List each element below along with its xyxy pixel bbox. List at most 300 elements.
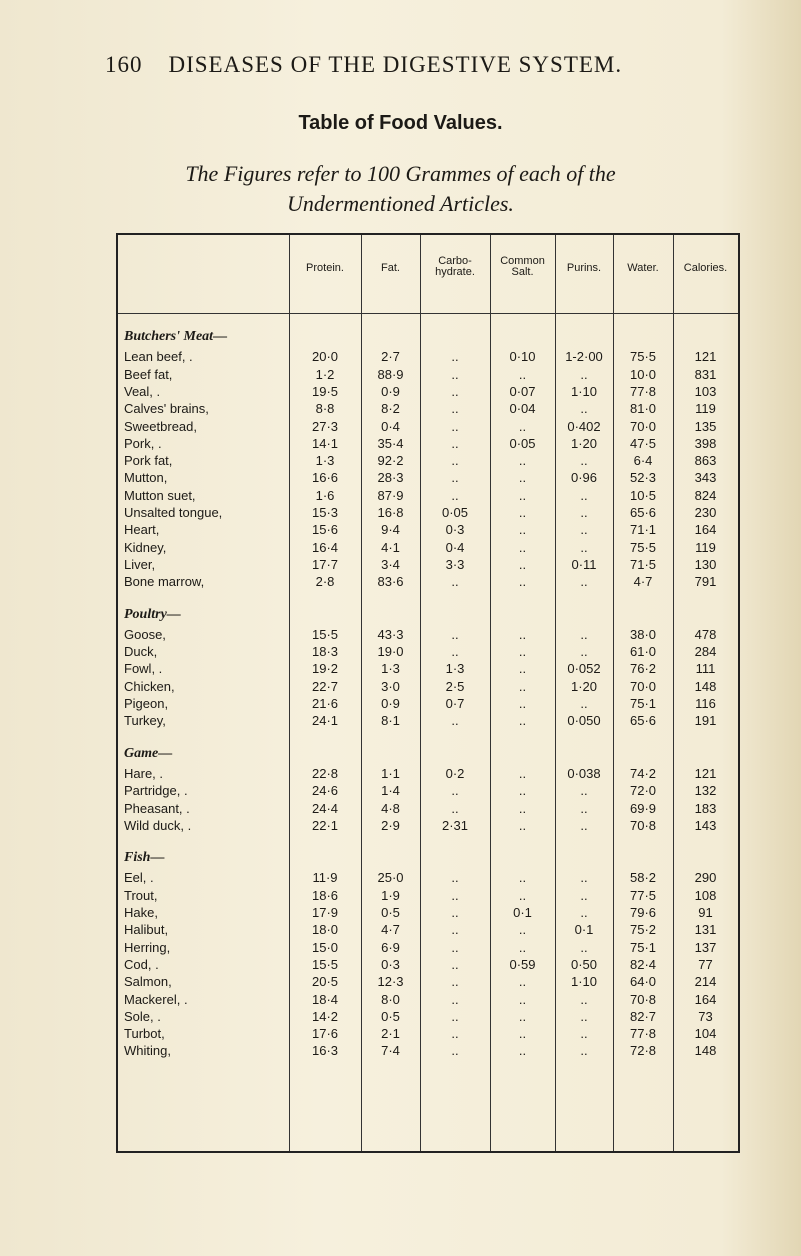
- value-cell: 15·0: [311, 939, 339, 955]
- food-name: Hare, .: [124, 765, 164, 781]
- table-row: [118, 400, 738, 417]
- value-cell: ..: [518, 487, 527, 503]
- food-name: Veal, .: [124, 383, 161, 399]
- food-name: Chicken,: [124, 678, 175, 694]
- value-cell: 2·5: [445, 678, 465, 694]
- value-cell: 35·4: [377, 435, 404, 451]
- value-cell: 87·9: [377, 487, 404, 503]
- value-cell: 18·0: [311, 922, 339, 938]
- value-cell: 79·6: [629, 905, 657, 920]
- value-cell: 831: [694, 366, 717, 382]
- table-row: [118, 626, 738, 643]
- section-label: Butchers' Meat—: [124, 329, 228, 344]
- value-cell: ..: [580, 644, 588, 660]
- column-header-line: Common: [500, 255, 545, 267]
- value-cell: 24·1: [311, 713, 339, 729]
- value-cell: ..: [451, 470, 459, 486]
- value-cell: 70·8: [629, 991, 657, 1007]
- value-cell: 24·4: [311, 800, 339, 816]
- value-cell: 10·0: [629, 366, 657, 382]
- food-name: Pork fat,: [124, 453, 173, 469]
- value-cell: 2·31: [441, 817, 469, 833]
- value-cell: 47·5: [629, 435, 657, 451]
- value-cell: 143: [694, 817, 717, 833]
- table-row: [118, 383, 738, 400]
- value-cell: 77·8: [629, 383, 657, 399]
- value-cell: 1·6: [315, 487, 335, 503]
- value-cell: 4·7: [381, 922, 400, 938]
- food-name: Partridge, .: [124, 783, 188, 799]
- value-cell: ..: [580, 505, 588, 520]
- value-cell: 92·2: [377, 453, 404, 469]
- value-cell: 16·8: [377, 505, 404, 520]
- value-cell: 82·7: [629, 1008, 657, 1024]
- value-cell: 0·9: [381, 696, 400, 711]
- food-name: Salmon,: [124, 974, 172, 990]
- table-title: Table of Food Values.: [298, 112, 503, 134]
- food-name: Halibut,: [124, 922, 169, 938]
- food-name: Pork, .: [124, 435, 162, 451]
- value-cell: ..: [580, 939, 588, 955]
- value-cell: 69·9: [629, 800, 657, 816]
- value-cell: ..: [580, 366, 588, 382]
- value-cell: ..: [451, 349, 459, 365]
- table-row: [118, 973, 738, 990]
- value-cell: ..: [580, 574, 588, 590]
- table-row: [118, 800, 738, 817]
- subtitle-line-1: The Figures refer to 100 Grammes of each of the: [185, 161, 616, 186]
- value-cell: ..: [451, 453, 459, 469]
- header-rule: [118, 313, 738, 314]
- value-cell: ..: [518, 556, 527, 572]
- value-cell: ..: [580, 870, 588, 886]
- value-cell: ..: [518, 870, 527, 886]
- value-cell: ..: [451, 713, 459, 729]
- value-cell: ..: [451, 991, 459, 1007]
- value-cell: 77: [698, 956, 713, 972]
- value-cell: 2·9: [381, 817, 400, 833]
- value-cell: 58·2: [629, 870, 657, 886]
- value-cell: 18·4: [311, 991, 339, 1007]
- value-cell: ..: [580, 1008, 588, 1024]
- value-cell: 8·1: [381, 713, 400, 729]
- value-cell: 4·7: [633, 574, 653, 590]
- food-name: Kidney,: [124, 539, 167, 555]
- food-name: Hake,: [124, 905, 158, 920]
- value-cell: 1·3: [445, 661, 465, 677]
- value-cell: 398: [694, 435, 717, 451]
- value-cell: 15·6: [311, 522, 339, 538]
- value-cell: 104: [694, 1026, 717, 1042]
- value-cell: 65·6: [629, 713, 657, 729]
- table-row: [118, 487, 738, 504]
- value-cell: 3·0: [381, 678, 400, 694]
- value-cell: 72·8: [629, 1043, 657, 1059]
- value-cell: ..: [518, 539, 527, 555]
- value-cell: ..: [451, 870, 459, 886]
- table-row: [118, 1008, 738, 1025]
- value-cell: 1·1: [381, 765, 400, 781]
- table-row: [118, 504, 738, 521]
- column-header-line: hydrate.: [435, 266, 475, 278]
- value-cell: 0·10: [509, 349, 536, 365]
- value-cell: 0·05: [441, 505, 469, 520]
- value-cell: 0·1: [574, 922, 594, 938]
- value-cell: ..: [518, 626, 527, 642]
- column-header: [361, 263, 420, 274]
- value-cell: 64·0: [629, 974, 657, 990]
- value-cell: ..: [518, 800, 527, 816]
- value-cell: ..: [518, 470, 527, 486]
- table-row: [118, 556, 738, 573]
- table-row: [118, 469, 738, 486]
- value-cell: 27·3: [311, 418, 339, 434]
- value-cell: 1·10: [570, 383, 598, 399]
- value-cell: ..: [451, 956, 459, 972]
- value-cell: 0·59: [509, 956, 536, 972]
- value-cell: 3·3: [445, 556, 465, 572]
- value-cell: 1·10: [570, 974, 598, 990]
- value-cell: ..: [518, 1026, 527, 1042]
- value-cell: ..: [580, 453, 588, 469]
- value-cell: 72·0: [629, 783, 657, 799]
- value-cell: 18·6: [311, 887, 339, 903]
- food-name: Beef fat,: [124, 366, 173, 382]
- value-cell: 824: [694, 487, 717, 503]
- value-cell: 28·3: [377, 470, 404, 486]
- value-cell: 131: [694, 922, 717, 938]
- value-cell: 3·4: [381, 556, 400, 572]
- value-cell: 21·6: [311, 696, 339, 711]
- value-cell: 148: [694, 1043, 717, 1059]
- value-cell: 1·3: [381, 661, 400, 677]
- value-cell: 18·3: [311, 644, 339, 660]
- value-cell: 14·2: [311, 1008, 339, 1024]
- running-header: [105, 52, 705, 78]
- value-cell: 15·5: [311, 956, 339, 972]
- value-cell: 17·7: [311, 556, 339, 572]
- value-cell: 478: [694, 626, 717, 642]
- value-cell: 2·1: [381, 1026, 400, 1042]
- value-cell: 791: [694, 574, 717, 590]
- value-cell: ..: [451, 922, 459, 938]
- value-cell: ..: [518, 713, 527, 729]
- value-cell: 191: [694, 713, 717, 729]
- value-cell: 22·7: [311, 678, 339, 694]
- value-cell: 11·9: [312, 870, 338, 886]
- food-name: Mackerel, .: [124, 991, 188, 1007]
- value-cell: 8·0: [381, 991, 400, 1007]
- value-cell: 0·9: [381, 383, 400, 399]
- value-cell: 71·5: [629, 556, 657, 572]
- column-header: [289, 263, 361, 274]
- value-cell: 19·5: [311, 383, 339, 399]
- value-cell: 1-2·00: [565, 349, 603, 365]
- value-cell: ..: [518, 991, 527, 1007]
- column-header-line: Water.: [627, 262, 659, 274]
- value-cell: 214: [694, 974, 717, 990]
- food-name: Mutton,: [124, 470, 168, 486]
- value-cell: 0·038: [567, 765, 601, 781]
- value-cell: 25·0: [377, 870, 404, 886]
- value-cell: 71·1: [629, 522, 657, 538]
- value-cell: 135: [694, 418, 717, 434]
- value-cell: ..: [451, 974, 459, 990]
- value-cell: ..: [518, 696, 527, 711]
- value-cell: 0·96: [570, 470, 598, 486]
- value-cell: 22·8: [311, 765, 339, 781]
- value-cell: 121: [694, 765, 717, 781]
- value-cell: 17·6: [311, 1026, 339, 1042]
- value-cell: 75·1: [629, 696, 657, 711]
- table-row: [118, 1042, 738, 1059]
- value-cell: 88·9: [377, 366, 404, 382]
- table-row: [118, 817, 738, 834]
- value-cell: ..: [451, 401, 459, 417]
- value-cell: 77·5: [629, 887, 657, 903]
- value-cell: 164: [694, 522, 717, 538]
- value-cell: ..: [518, 1043, 527, 1059]
- value-cell: ..: [451, 800, 459, 816]
- value-cell: 230: [694, 505, 717, 520]
- food-name: Heart,: [124, 522, 160, 538]
- running-title: DISEASES OF THE DIGESTIVE SYSTEM.: [168, 52, 623, 77]
- value-cell: ..: [518, 939, 527, 955]
- value-cell: ..: [451, 1008, 459, 1024]
- page-number: 160: [105, 52, 143, 77]
- value-cell: ..: [451, 1043, 459, 1059]
- value-cell: ..: [451, 1026, 459, 1042]
- table-row: [118, 782, 738, 799]
- value-cell: ..: [451, 418, 459, 434]
- value-cell: ..: [580, 817, 588, 833]
- value-cell: ..: [518, 644, 527, 660]
- table-row: [118, 956, 738, 973]
- column-header-line: Purins.: [566, 262, 602, 274]
- value-cell: 0·50: [570, 956, 598, 972]
- column-header-line: Protein.: [306, 262, 344, 274]
- food-name: Bone marrow,: [124, 574, 205, 590]
- value-cell: 119: [695, 401, 716, 417]
- value-cell: ..: [451, 939, 459, 955]
- value-cell: 0·402: [567, 418, 601, 434]
- value-cell: ..: [518, 574, 527, 590]
- value-cell: ..: [451, 644, 459, 660]
- value-cell: 0·3: [381, 956, 400, 972]
- value-cell: ..: [518, 661, 527, 677]
- value-cell: 14·1: [311, 435, 339, 451]
- section-label: Poultry—: [124, 606, 181, 622]
- food-name: Turbot,: [124, 1026, 165, 1042]
- column-header: [613, 263, 673, 274]
- food-name: Lean beef, .: [124, 349, 193, 365]
- value-cell: 164: [694, 991, 717, 1007]
- food-values-table: [116, 233, 740, 1153]
- food-name: Mutton suet,: [124, 487, 196, 503]
- value-cell: 75·5: [629, 349, 657, 365]
- section-label: Fish—: [124, 850, 165, 866]
- value-cell: ..: [451, 905, 459, 920]
- value-cell: 4·1: [381, 539, 400, 555]
- value-cell: 70·0: [629, 418, 657, 434]
- value-cell: ..: [451, 435, 459, 451]
- value-cell: 0·5: [381, 905, 400, 920]
- value-cell: 10·5: [629, 487, 657, 503]
- value-cell: 8·2: [381, 401, 400, 417]
- value-cell: 137: [694, 939, 717, 955]
- value-cell: 148: [694, 678, 717, 694]
- value-cell: ..: [451, 783, 459, 799]
- value-cell: 77·8: [629, 1026, 657, 1042]
- food-name: Duck,: [124, 644, 158, 660]
- value-cell: 1·4: [381, 783, 400, 799]
- value-cell: 16·3: [311, 1043, 339, 1059]
- value-cell: 0·3: [445, 522, 465, 538]
- food-name: Sweetbread,: [124, 418, 197, 434]
- value-cell: 20·5: [311, 974, 339, 990]
- food-name: Wild duck, .: [124, 817, 192, 833]
- value-cell: 75·2: [629, 922, 657, 938]
- value-cell: ..: [518, 418, 527, 434]
- value-cell: 0·07: [509, 383, 536, 399]
- value-cell: 130: [694, 556, 717, 572]
- value-cell: ..: [518, 1008, 527, 1024]
- value-cell: 1·20: [570, 678, 598, 694]
- value-cell: ..: [580, 522, 588, 538]
- value-cell: 65·6: [629, 505, 657, 520]
- value-cell: ..: [451, 383, 459, 399]
- value-cell: 290: [694, 870, 717, 886]
- value-cell: ..: [518, 783, 527, 799]
- value-cell: 284: [694, 644, 717, 660]
- table-row: [118, 678, 738, 695]
- column-header: [490, 256, 555, 278]
- value-cell: 0·4: [445, 539, 465, 555]
- table-row: [118, 921, 738, 938]
- column-header: [420, 256, 490, 278]
- food-name: Whiting,: [124, 1043, 171, 1059]
- value-cell: 91: [698, 905, 713, 920]
- subtitle-line-2: Undermentioned Articles.: [287, 191, 514, 216]
- table-row: [118, 435, 738, 452]
- value-cell: ..: [518, 817, 527, 833]
- value-cell: 70·8: [629, 817, 657, 833]
- table-row: [118, 418, 738, 435]
- value-cell: ..: [580, 800, 588, 816]
- value-cell: 0·1: [513, 905, 532, 920]
- food-name: Cod, .: [124, 956, 159, 972]
- value-cell: ..: [518, 678, 527, 694]
- table-row: [118, 643, 738, 660]
- value-cell: ..: [580, 401, 588, 417]
- value-cell: ..: [518, 922, 527, 938]
- value-cell: 863: [694, 453, 717, 469]
- value-cell: 4·8: [381, 800, 400, 816]
- table-row: [118, 695, 738, 712]
- value-cell: 82·4: [629, 956, 657, 972]
- value-cell: ..: [580, 626, 588, 642]
- value-cell: 17·9: [311, 905, 339, 920]
- value-cell: 108: [694, 887, 717, 903]
- table-row: [118, 573, 738, 590]
- value-cell: 12·3: [377, 974, 404, 990]
- value-cell: ..: [451, 887, 459, 903]
- value-cell: ..: [580, 783, 588, 799]
- table-subtitle: [0, 159, 801, 219]
- value-cell: ..: [580, 991, 588, 1007]
- value-cell: ..: [451, 366, 459, 382]
- value-cell: ..: [580, 887, 588, 903]
- value-cell: 8·8: [315, 401, 335, 417]
- food-name: Trout,: [124, 887, 158, 903]
- value-cell: 15·5: [311, 626, 339, 642]
- value-cell: ..: [518, 366, 527, 382]
- food-name: Liver,: [124, 556, 156, 572]
- value-cell: 9·4: [381, 522, 400, 538]
- column-header: [673, 263, 738, 274]
- food-name: Sole, .: [124, 1008, 161, 1024]
- table-row: [118, 1025, 738, 1042]
- value-cell: 15·3: [311, 505, 339, 520]
- value-cell: 1·9: [381, 887, 400, 903]
- value-cell: ..: [518, 522, 527, 538]
- value-cell: 0·05: [509, 435, 536, 451]
- table-row: [118, 887, 738, 904]
- value-cell: 70·0: [629, 678, 657, 694]
- food-name: Pigeon,: [124, 696, 169, 711]
- value-cell: 1·3: [315, 453, 335, 469]
- value-cell: 111: [695, 661, 716, 677]
- table-row: [118, 939, 738, 956]
- value-cell: ..: [451, 626, 459, 642]
- value-cell: 19·2: [311, 661, 339, 677]
- value-cell: 73: [698, 1008, 713, 1024]
- table-row: [118, 539, 738, 556]
- value-cell: 16·4: [311, 539, 339, 555]
- value-cell: ..: [580, 696, 588, 711]
- value-cell: ..: [580, 905, 588, 920]
- value-cell: ..: [518, 887, 527, 903]
- value-cell: 6·9: [381, 939, 400, 955]
- value-cell: ..: [580, 1043, 588, 1059]
- table-row: [118, 521, 738, 538]
- value-cell: 81·0: [629, 401, 657, 417]
- value-cell: 0·052: [567, 661, 601, 677]
- value-cell: 2·8: [315, 574, 335, 590]
- value-cell: 22·1: [311, 817, 339, 833]
- table-row: [118, 712, 738, 729]
- value-cell: 52·3: [629, 470, 657, 486]
- value-cell: 76·2: [629, 661, 657, 677]
- value-cell: ..: [518, 974, 527, 990]
- value-cell: 74·2: [629, 765, 657, 781]
- value-cell: 6·4: [633, 453, 653, 469]
- value-cell: 1·2: [315, 366, 335, 382]
- value-cell: 75·1: [629, 939, 657, 955]
- value-cell: 121: [694, 349, 717, 365]
- food-name: Fowl, .: [124, 661, 163, 677]
- column-header-line: Salt.: [511, 266, 534, 278]
- value-cell: ..: [518, 505, 527, 520]
- value-cell: 1·20: [570, 435, 598, 451]
- value-cell: ..: [580, 487, 588, 503]
- value-cell: 0·4: [381, 418, 400, 434]
- value-cell: 38·0: [629, 626, 657, 642]
- value-cell: 61·0: [629, 644, 657, 660]
- value-cell: ..: [518, 765, 527, 781]
- value-cell: 0·7: [445, 696, 465, 711]
- food-name: Unsalted tongue,: [124, 505, 223, 520]
